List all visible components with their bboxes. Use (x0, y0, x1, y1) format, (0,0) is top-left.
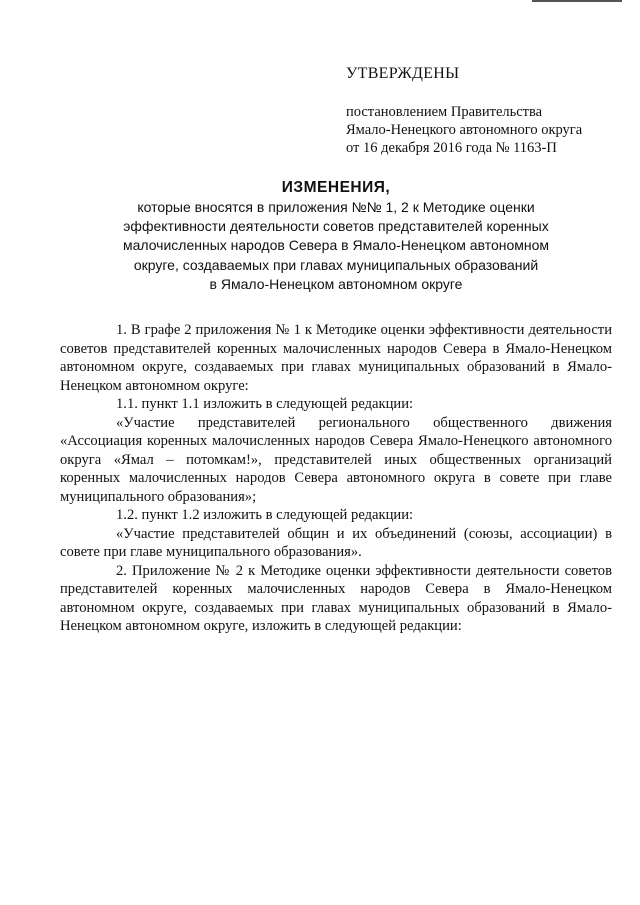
heading-line: в Ямало-Ненецком автономном округе (209, 275, 463, 292)
approval-line-2: Ямало-Ненецкого автономного округа (346, 122, 583, 138)
scan-edge-mark (532, 0, 622, 2)
approval-line-1: постановлением Правительства (346, 104, 543, 120)
approval-line-3: от 16 декабря 2016 года № 1163-П (346, 140, 557, 156)
heading-line: которые вносятся в приложения №№ 1, 2 к Методике оценки (137, 199, 535, 215)
heading-line: малочисленных народов Севера в Ямало-Ненецком автономном (122, 237, 550, 254)
approval-stamp (346, 64, 616, 157)
paragraph-quote-1-1: «Участие представителей регионального общественного движения «Ассоциация коренных малочисленных народов Севера Ямало-Ненецкого автономного округа «Ямал – потомкам!», представителей иных общественных организаций коренных малочисленных народов Севера автономного округа в совете при главе муниципального образования»; (60, 414, 612, 505)
heading-line: эффективности деятельности советов представителей коренных (123, 218, 549, 235)
paragraph-quote-1-2: «Участие представителей общин и их объединений (союзы, ассоциации) в совете при главе муниципального образования». (60, 525, 612, 560)
paragraph-item-1: 1. В графе 2 приложения № 1 к Методике оценки эффективности деятельности советов представителей коренных малочисленных народов Севера в Ямало-Ненецком автономном округе, создаваемых при главах муниципальных образований в Ямало-Ненецком автономном округе: (60, 322, 612, 394)
heading-title: ИЗМЕНЕНИЯ, (281, 179, 391, 196)
paragraph-subitem-1-1: 1.1. пункт 1.1 изложить в следующей редакции: (116, 396, 414, 412)
paragraph-subitem-1-2: 1.2. пункт 1.2 изложить в следующей редакции: (116, 507, 414, 523)
document-body (60, 321, 612, 636)
heading-line: округе, создаваемых при главах муниципальных образований (133, 256, 539, 273)
approval-title: УТВЕРЖДЕНЫ (346, 65, 460, 82)
paragraph-item-2: 2. Приложение № 2 к Методике оценки эффективности деятельности советов представителей коренных малочисленных народов Севера в Ямало-Ненецком автономном округе, создаваемых при главах муниципальных образований в Ямало-Ненецком автономном округе, изложить в следующей редакции: (60, 562, 612, 634)
document-heading (60, 178, 612, 294)
